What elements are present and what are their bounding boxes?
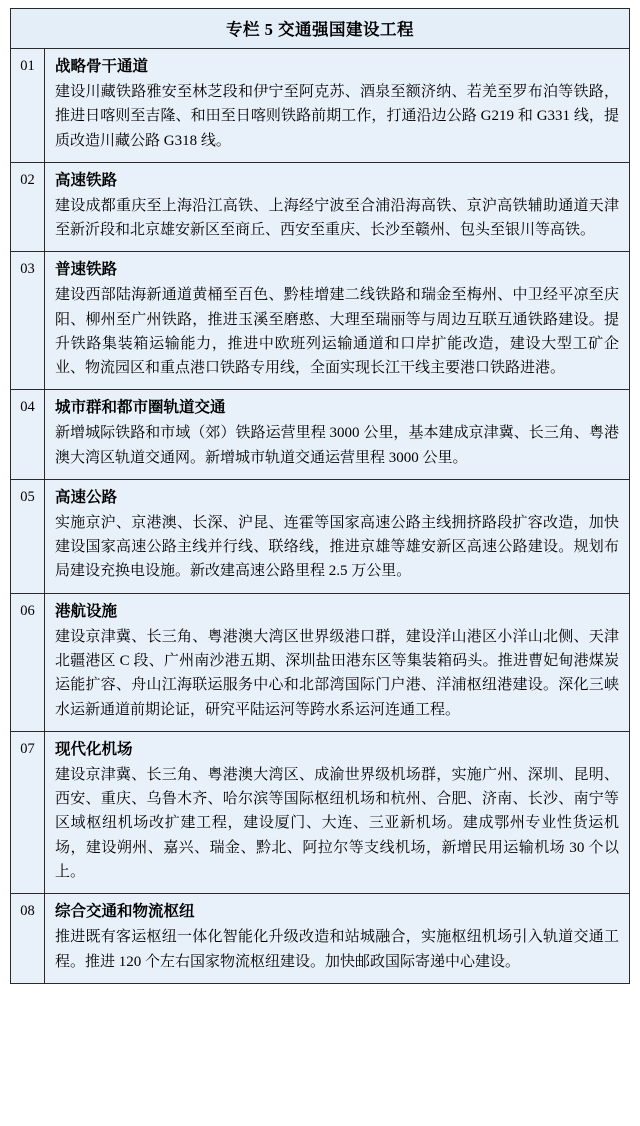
row-number: 02 [11,163,45,252]
table-row [11,163,629,253]
box-title: 专栏 5 交通强国建设工程 [11,9,629,49]
row-number: 06 [11,594,45,731]
row-number: 07 [11,732,45,893]
row-content [45,252,629,389]
row-number: 05 [11,480,45,593]
table-row [11,732,629,894]
row-content [45,480,629,593]
table-row [11,594,629,732]
table-row [11,49,629,163]
table-row [11,480,629,594]
item-title: 高速铁路 [55,171,118,189]
row-content [45,390,629,479]
row-content [45,163,629,252]
item-text: 建设京津冀、长三角、粤港澳大湾区、成渝世界级机场群，实施广州、深圳、昆明、西安、重庆、乌鲁木齐、哈尔滨等国际枢纽机场和杭州、合肥、济南、长沙、南宁等区域枢纽机场改扩建工程，建设厦门、大连、三亚新机场。建成鄂州专业性货运机场，建设朔州、嘉兴、瑞金、黔北、阿拉尔等支线机场，新增民用运输机场 30 个以上。 [55,766,619,880]
row-content [45,894,629,983]
row-content [45,49,629,162]
item-text: 建设西部陆海新通道黄桶至百色、黔桂增建二线铁路和瑞金至梅州、中卫经平凉至庆阳、柳州至广州铁路，推进玉溪至磨憨、大理至瑞丽等与周边互联互通铁路建设。提升铁路集装箱运输能力，推进中欧班列运输通道和口岸扩能改造，建设大型工矿企业、物流园区和重点港口铁路专用线，全面实现长江干线主要港口铁路进港。 [55,287,619,377]
item-text: 建设成都重庆至上海沿江高铁、上海经宁波至合浦沿海高铁、京沪高铁辅助通道天津至新沂段和北京雄安新区至商丘、西安至重庆、长沙至赣州、包头至银川等高铁。 [55,197,619,239]
document-page [0,8,640,984]
item-title: 普速铁路 [55,261,118,279]
item-text: 推进既有客运枢纽一体化智能化升级改造和站城融合，实施枢纽机场引入轨道交通工程。推进 120 个左右国家物流枢纽建设。加快邮政国际寄递中心建设。 [55,929,619,970]
table-row [11,390,629,480]
item-text: 实施京沪、京港澳、长深、沪昆、连霍等国家高速公路主线拥挤路段扩容改造，加快建设国家高速公路主线并行线、联络线，推进京雄等雄安新区高速公路建设。规划布局建设充换电设施。新改建高速公路里程 2.5 万公里。 [55,514,619,580]
item-text: 新增城际铁路和市域（郊）铁路运营里程 3000 公里，基本建成京津冀、长三角、粤港澳大湾区轨道交通网。新增城市轨道交通运营里程 3000 公里。 [55,425,619,466]
item-title: 城市群和都市圈轨道交通 [55,399,226,417]
row-number: 08 [11,894,45,983]
item-title: 战略骨干通道 [55,58,149,75]
item-text: 建设川藏铁路雅安至林芝段和伊宁至阿克苏、酒泉至额济纳、若羌至罗布泊等铁路，推进日喀则至吉隆、和田至日喀则铁路前期工作，打通沿边公路 G219 和 G331 线，提质改造川藏公路 G318 线。 [55,83,619,149]
row-number: 01 [11,49,45,162]
row-number: 03 [11,252,45,389]
item-title: 综合交通和物流枢纽 [55,903,195,921]
table-row [11,252,629,390]
item-title: 港航设施 [55,602,118,620]
item-text: 建设京津冀、长三角、粤港澳大湾区世界级港口群，建设洋山港区小洋山北侧、天津北疆港区 C 段、广州南沙港五期、深圳盐田港东区等集装箱码头。推进曹妃甸港煤炭运能扩容、舟山江海联运服务中心和北部湾国际门户港、洋浦枢纽港建设。深化三峡水运新通道前期论证，研究平陆运河等跨水系运河连通工程。 [55,628,619,718]
feature-box-table [10,8,630,984]
table-row [11,894,629,983]
row-content [45,732,629,893]
item-title: 现代化机场 [55,740,133,758]
row-number: 04 [11,390,45,479]
item-title: 高速公路 [55,488,118,506]
row-content [45,594,629,731]
